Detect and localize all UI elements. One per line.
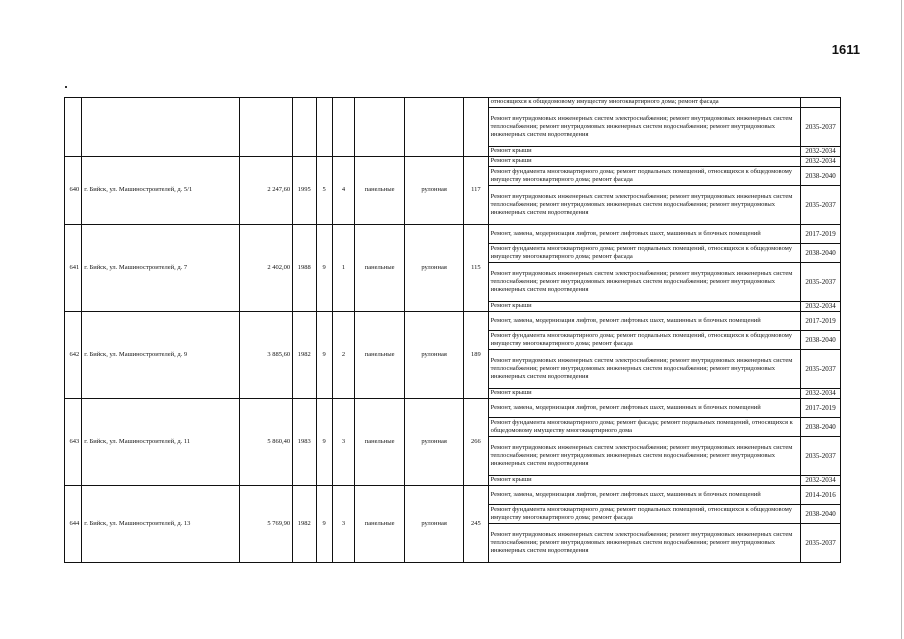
cell-address: г. Бийск, ул. Машиностроителей, д. 13: [82, 486, 240, 563]
cell-apartments: 266: [464, 399, 488, 486]
cell-period: 2032-2034: [801, 389, 841, 399]
table-row: [65, 486, 841, 505]
cell-roof: [405, 98, 464, 157]
cell-apartments: [464, 98, 488, 157]
cell-area: 5 860,40: [240, 399, 293, 486]
cell-address: г. Бийск, ул. Машиностроителей, д. 5/1: [82, 157, 240, 225]
cell-period: 2035-2037: [801, 350, 841, 389]
cell-work: Ремонт фундамента многоквартирного дома; ремонт подвальных помещений, относящихся к общедомовому имуществу многоквартирного дома; ремонт фасада: [488, 331, 801, 350]
cell-walls: панельные: [355, 312, 405, 399]
cell-entrances: [332, 98, 354, 157]
cell-work: Ремонт крыши: [488, 389, 801, 399]
table-row: [65, 312, 841, 331]
cell-num: 643: [65, 399, 82, 486]
cell-work: Ремонт крыши: [488, 157, 801, 167]
cell-floors: 9: [316, 225, 332, 312]
cell-entrances: 1: [332, 225, 354, 312]
cell-period: 2017-2019: [801, 225, 841, 244]
cell-work: Ремонт внутридомовых инженерных систем электроснабжения; ремонт внутридомовых инженерных систем теплоснабжения; ремонт внутридомовых инженерных систем водоснабжения; ремонт внутридомовых инженерных систем водоотведения: [488, 437, 801, 476]
cell-work: Ремонт крыши: [488, 476, 801, 486]
cell-period: 2014-2016: [801, 486, 841, 505]
cell-year: 1983: [293, 399, 316, 486]
cell-period: [801, 98, 841, 108]
cell-apartments: 117: [464, 157, 488, 225]
cell-entrances: 4: [332, 157, 354, 225]
cell-area: 2 402,00: [240, 225, 293, 312]
cell-apartments: 245: [464, 486, 488, 563]
cell-address: г. Бийск, ул. Машиностроителей, д. 11: [82, 399, 240, 486]
cell-num: 640: [65, 157, 82, 225]
cell-period: 2032-2034: [801, 147, 841, 157]
cell-walls: панельные: [355, 157, 405, 225]
cell-period: 2038-2040: [801, 505, 841, 524]
scan-edge: [901, 0, 902, 639]
cell-walls: панельные: [355, 399, 405, 486]
table-row: [65, 399, 841, 418]
cell-floors: [316, 98, 332, 157]
cell-num: 641: [65, 225, 82, 312]
cell-num: 642: [65, 312, 82, 399]
cell-period: 2017-2019: [801, 399, 841, 418]
cell-entrances: 2: [332, 312, 354, 399]
cell-period: 2038-2040: [801, 167, 841, 186]
cell-work: Ремонт внутридомовых инженерных систем электроснабжения; ремонт внутридомовых инженерных систем теплоснабжения; ремонт внутридомовых инженерных систем водоснабжения; ремонт внутридомовых инженерных систем водоотведения: [488, 263, 801, 302]
cell-work: Ремонт внутридомовых инженерных систем электроснабжения; ремонт внутридомовых инженерных систем теплоснабжения; ремонт внутридомовых инженерных систем водоснабжения; ремонт внутридомовых инженерных систем водоотведения: [488, 524, 801, 563]
cell-period: 2035-2037: [801, 524, 841, 563]
cell-num: 644: [65, 486, 82, 563]
cell-work: Ремонт внутридомовых инженерных систем электроснабжения; ремонт внутридомовых инженерных систем теплоснабжения; ремонт внутридомовых инженерных систем водоснабжения; ремонт внутридомовых инженерных систем водоотведения: [488, 350, 801, 389]
cell-work: относящихся к общедомовому имуществу многоквартирного дома; ремонт фасада: [488, 98, 801, 108]
cell-work: Ремонт фундамента многоквартирного дома; ремонт подвальных помещений, относящихся к общедомовому имуществу многоквартирного дома; ремонт фасада: [488, 167, 801, 186]
cell-roof: рулонная: [405, 157, 464, 225]
cell-work: Ремонт внутридомовых инженерных систем электроснабжения; ремонт внутридомовых инженерных систем теплоснабжения; ремонт внутридомовых инженерных систем водоснабжения; ремонт внутридомовых инженерных систем водоотведения: [488, 108, 801, 147]
table-row: [65, 225, 841, 244]
cell-year: 1995: [293, 157, 316, 225]
cell-period: 2038-2040: [801, 418, 841, 437]
cell-period: 2017-2019: [801, 312, 841, 331]
scan-dot: [65, 86, 67, 88]
cell-roof: рулонная: [405, 399, 464, 486]
table-row: [65, 157, 841, 167]
cell-address: г. Бийск, ул. Машиностроителей, д. 7: [82, 225, 240, 312]
cell-work: Ремонт фундамента многоквартирного дома; ремонт фасада; ремонт подвальных помещений, относящихся к общедомовому имуществу многоквартирного дома: [488, 418, 801, 437]
cell-period: 2032-2034: [801, 157, 841, 167]
cell-entrances: 3: [332, 486, 354, 563]
cell-work: Ремонт фундамента многоквартирного дома; ремонт подвальных помещений, относящихся к общедомовому имуществу многоквартирного дома; ремонт фасада: [488, 244, 801, 263]
cell-area: [240, 98, 293, 157]
cell-walls: панельные: [355, 486, 405, 563]
cell-work: Ремонт, замена, модернизация лифтов, ремонт лифтовых шахт, машинных и блочных помещений: [488, 225, 801, 244]
cell-entrances: 3: [332, 399, 354, 486]
cell-roof: рулонная: [405, 225, 464, 312]
cell-work: Ремонт внутридомовых инженерных систем электроснабжения; ремонт внутридомовых инженерных систем теплоснабжения; ремонт внутридомовых инженерных систем водоснабжения; ремонт внутридомовых инженерных систем водоотведения: [488, 186, 801, 225]
capital-repair-table: [64, 97, 841, 563]
cell-work: Ремонт крыши: [488, 147, 801, 157]
table-row: [65, 98, 841, 108]
cell-roof: рулонная: [405, 486, 464, 563]
cell-year: 1982: [293, 486, 316, 563]
cell-work: Ремонт, замена, модернизация лифтов, ремонт лифтовых шахт, машинных и блочных помещений: [488, 399, 801, 418]
cell-period: 2035-2037: [801, 263, 841, 302]
cell-period: 2038-2040: [801, 244, 841, 263]
cell-year: 1982: [293, 312, 316, 399]
cell-period: 2035-2037: [801, 437, 841, 476]
cell-period: 2038-2040: [801, 331, 841, 350]
cell-apartments: 115: [464, 225, 488, 312]
cell-walls: [355, 98, 405, 157]
cell-walls: панельные: [355, 225, 405, 312]
cell-area: 3 885,60: [240, 312, 293, 399]
cell-work: Ремонт, замена, модернизация лифтов, ремонт лифтовых шахт, машинных и блочных помещений: [488, 312, 801, 331]
cell-year: [293, 98, 316, 157]
cell-area: 5 769,90: [240, 486, 293, 563]
cell-floors: 9: [316, 486, 332, 563]
cell-area: 2 247,60: [240, 157, 293, 225]
cell-work: Ремонт фундамента многоквартирного дома; ремонт подвальных помещений, относящихся к общедомовому имуществу многоквартирного дома; ремонт фасада: [488, 505, 801, 524]
cell-work: Ремонт, замена, модернизация лифтов, ремонт лифтовых шахт, машинных и блочных помещений: [488, 486, 801, 505]
cell-address: [82, 98, 240, 157]
cell-work: Ремонт крыши: [488, 302, 801, 312]
page-number: 1611: [831, 42, 860, 57]
cell-year: 1988: [293, 225, 316, 312]
cell-apartments: 189: [464, 312, 488, 399]
cell-num: [65, 98, 82, 157]
cell-address: г. Бийск, ул. Машиностроителей, д. 9: [82, 312, 240, 399]
cell-floors: 5: [316, 157, 332, 225]
cell-period: 2035-2037: [801, 108, 841, 147]
cell-floors: 9: [316, 399, 332, 486]
cell-period: 2035-2037: [801, 186, 841, 225]
cell-period: 2032-2034: [801, 302, 841, 312]
cell-period: 2032-2034: [801, 476, 841, 486]
cell-floors: 9: [316, 312, 332, 399]
cell-roof: рулонная: [405, 312, 464, 399]
